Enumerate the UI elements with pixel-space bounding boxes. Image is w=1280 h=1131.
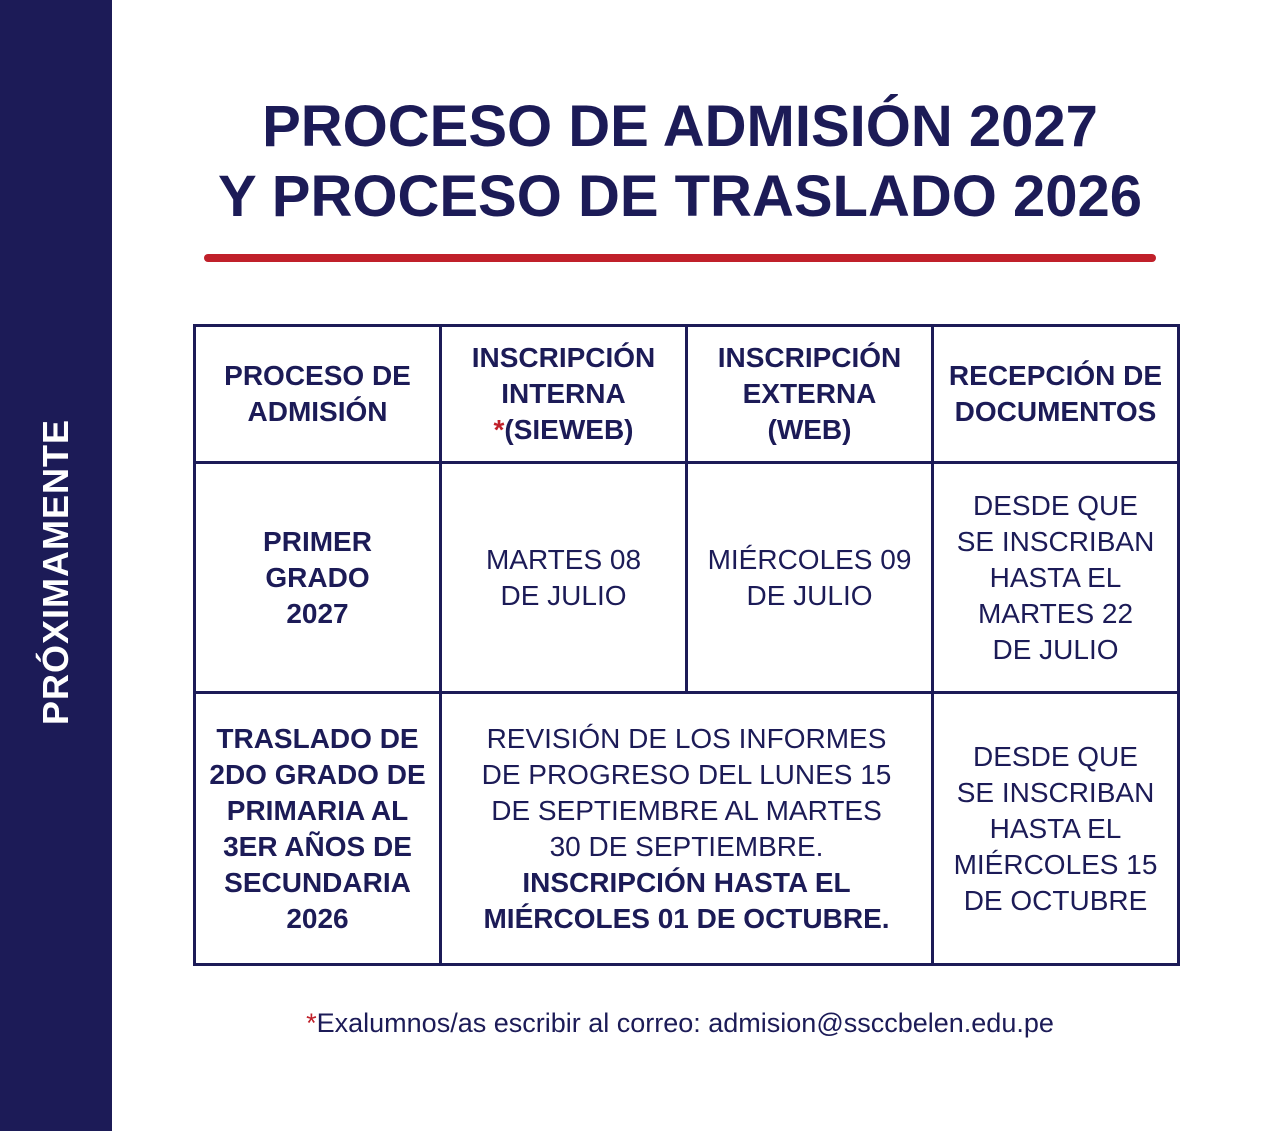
footnote — [200, 1008, 1160, 1039]
cell-text: HASTA EL — [989, 812, 1122, 844]
header-text: EXTERNA — [742, 378, 877, 409]
cell-text: DE JULIO — [500, 579, 627, 611]
header-text: INSCRIPCIÓN — [717, 342, 902, 373]
row-label-text: 3ER AÑOS DE — [223, 830, 412, 862]
cell-recepcion-documentos — [933, 693, 1179, 965]
row-label-traslado — [195, 693, 441, 965]
header-text-line — [448, 412, 679, 448]
cell-text: DE JULIO — [746, 579, 873, 611]
cell-text: MIÉRCOLES 15 — [953, 848, 1158, 880]
row-label-text: TRASLADO DE — [216, 722, 419, 754]
cell-text: DE PROGRESO DEL LUNES 15 — [481, 758, 892, 790]
cell-inscripcion-externa — [687, 463, 933, 693]
cell-text: DE OCTUBRE — [963, 884, 1148, 916]
cell-text-bold: MIÉRCOLES 01 DE OCTUBRE. — [483, 902, 890, 934]
asterisk-marker: * — [493, 414, 505, 445]
row-label-text: 2026 — [286, 902, 349, 934]
asterisk-marker: * — [306, 1008, 317, 1038]
cell-text: DESDE QUE — [973, 489, 1138, 521]
header-row — [195, 326, 1179, 463]
cell-revision-informes — [441, 693, 933, 965]
row-label-text: 2027 — [286, 597, 349, 629]
row-label-text: GRADO — [265, 561, 370, 593]
cell-text: DE JULIO — [992, 633, 1119, 665]
footnote-text: Exalumnos/as escribir al correo: admision@ssccbelen.edu.pe — [316, 1008, 1054, 1038]
table-row — [195, 463, 1179, 693]
cell-recepcion-documentos — [933, 463, 1179, 693]
title-line-2: Y PROCESO DE TRASLADO 2026 — [218, 164, 1142, 229]
cell-text: DE SEPTIEMBRE AL MARTES — [491, 794, 882, 826]
cell-text: 30 DE SEPTIEMBRE. — [549, 830, 824, 862]
cell-text: MIÉRCOLES 09 — [707, 543, 912, 575]
header-recepcion-documentos — [933, 326, 1179, 463]
row-label-text: 2DO GRADO DE — [209, 758, 426, 790]
header-text: ADMISIÓN — [247, 396, 388, 427]
sidebar-banner — [0, 0, 112, 1131]
header-text: INSCRIPCIÓN — [471, 342, 656, 373]
cell-text: REVISIÓN DE LOS INFORMES — [486, 722, 887, 754]
sidebar-label: PRÓXIMAMENTE — [35, 418, 76, 726]
row-label-text: SECUNDARIA — [224, 866, 411, 898]
cell-text: SE INSCRIBAN — [956, 776, 1155, 808]
header-text: DOCUMENTOS — [954, 396, 1157, 427]
cell-text: SE INSCRIBAN — [956, 525, 1155, 557]
cell-text: MARTES 22 — [977, 597, 1134, 629]
cell-text: HASTA EL — [989, 561, 1122, 593]
cell-text: MARTES 08 — [485, 543, 642, 575]
header-text: PROCESO DE — [224, 360, 411, 391]
header-proceso — [195, 326, 441, 463]
header-text: (WEB) — [767, 414, 852, 445]
cell-text: DESDE QUE — [973, 740, 1138, 772]
cell-text-bold: INSCRIPCIÓN HASTA EL — [522, 866, 851, 898]
header-inscripcion-externa — [687, 326, 933, 463]
page-title — [180, 92, 1180, 232]
row-label-text: PRIMER — [263, 525, 372, 557]
row-label-text: PRIMARIA AL — [226, 794, 409, 826]
cell-inscripcion-interna — [441, 463, 687, 693]
title-divider — [204, 254, 1156, 262]
header-text: RECEPCIÓN DE — [948, 360, 1163, 391]
header-text: INTERNA — [501, 378, 626, 409]
header-text: (SIEWEB) — [504, 414, 634, 445]
title-line-1: PROCESO DE ADMISIÓN 2027 — [262, 94, 1098, 159]
header-inscripcion-interna — [441, 326, 687, 463]
schedule-table — [193, 324, 1180, 966]
row-label-primer-grado — [195, 463, 441, 693]
table-row — [195, 693, 1179, 965]
